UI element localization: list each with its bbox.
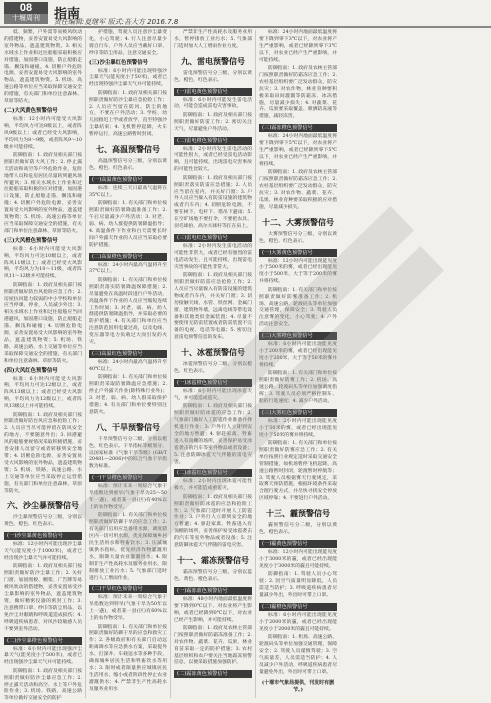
paragraph: 标准：连续三天日最高气温将在35℃以上。: [89, 185, 167, 198]
paragraph: 标准：预计未来一周综合气象干旱指数达到重旱(气象干旱为25～50年一遇)，或者某一县(区)有40%以上的农作物受旱。: [89, 484, 167, 510]
paragraph: 标准：24小时内最高气温将升至40℃以上。: [89, 359, 167, 372]
paragraph: 沙尘暴预警信号分三级，分别以黄色、橙色、红色表示。: [4, 515, 82, 528]
signal-heading: (一)霜冻蓝色预警信号: [174, 587, 252, 595]
signal-heading: (二)大雾橙色预警信号: [259, 332, 337, 340]
paragraph: 标准：2小时内发生雷电活动的可能性非常大，或者已经有强烈的雷电活动发生，且可能持续，出现雷电灾害事故的可能性非常大。: [174, 243, 252, 270]
signal-heading: (三)高温红色预警信号: [89, 350, 167, 358]
paragraph: 严禁非生产性高耗水及服务业用水，暂停排放工业污水；5. 气象部门适时加大人工增雨作业力度。: [174, 30, 252, 49]
paragraph: 霾预警信号分二级，分别以黄色、橙色表示。: [259, 523, 337, 536]
signal-heading: (二)冰雹红色预警信号: [174, 469, 252, 477]
paragraph: 低、频繁，户外需等易被风吹动的搭建物，妥善安置易受大风影响的室外物品，遮盖建筑物资。3. 相关水域水上作业和过往船舶采取积极应对措施，加固港口设施，防止船舶走锚、搁浅和碰撞。4. 切断户外危险电源，妥善安置易受大风影响的室外物品，遮盖建筑物资。5. 机场、高速公路等单位应当采取保障交通安全的措施，有关部门和单位注意森林、草原等防火。: [4, 30, 82, 105]
paragraph: 雷电预警信号分三级，分别以黄色、橙色、红色表示。: [174, 70, 252, 83]
signal-heading: (二)干旱红色预警信号: [89, 585, 167, 593]
paragraph: 标准：2小时内发生雷电活动的可能性很大，或者已经受雷电活动影响，且可能持续，出现雷电灾害事故的可能性比较大。: [174, 146, 252, 173]
paragraph: 防御指南：1. 有关部门和单位按照职责落实防暑降温保障措施；2. 尽量避免在高温时段进行户外活动，高温条件下作业的人员应当缩短连续工作时间；3. 对老、弱、病、幼人群提供防暑降温指导，并采取必要的防护措施；4. 有关部门和单位应当注意防范因用电量过高，以及电线、变压器等电力负载过大而引发的火灾。: [89, 277, 167, 346]
paragraph: 冰雹预警信号分二级，分别以橙色、红色表示。: [174, 362, 252, 375]
paragraph: 标准：48小时内地面最低温度将要下降到0℃以下，对农业将产生影响，或者已经降到0℃以下，对农业已经产生影响，并可能持续。: [174, 596, 252, 623]
signal-heading: (三)大雾红色预警信号: [259, 409, 337, 417]
paragraph: 标准：24小时内地面最低温度将要下降到零下3℃以下，对农业将产生严重影响，或者已经降到零下3℃以下，对农业已经产生严重影响，并可能持续。: [259, 30, 337, 63]
paragraph: 防御指南：1. 机场、高速公路、轮渡码头等单位加强交通管理，保障安全；2. 驾驶人员谨慎驾驶；3. 空气质量差，人员需适当防护；4. 人员减少户外活动，呼吸道疾病患者尽量避免外出，外出时可带上口罩。: [259, 635, 337, 675]
source-note: (十堰市气象局提供，刊发时有删节。): [261, 680, 335, 694]
subheading: (二)大风黄色预警信号: [4, 107, 58, 114]
section-heading: 十、冰雹预警信号: [181, 348, 245, 358]
paragraph: 标准：12小时内可能出现能见度小于3000米的霾，或者已经出现能见度小于3000米的霾且可能持续。: [259, 549, 337, 569]
paragraph: 防御指南：1. 政府及农林主管部门按照职责做好防霜冻准备工作；2. 对农作物、蔬菜、花卉、瓜果、林业育苗采取一定的防护措施；3. 农村基层组织和农户要关注当地霜冻预警信息，以便采取措施加强防护。: [174, 625, 252, 666]
article-column-2: [89, 30, 167, 698]
paragraph: 防御指南：1. 政府及相关部门按照职责做好防雷工作；2. 密切关注天气，尽量避免户外活动。: [174, 112, 252, 132]
column-divider: [170, 30, 171, 698]
section-heading: 六、沙尘暴预警信号: [7, 501, 79, 511]
page-header: [0, 0, 491, 26]
paragraph: 防御指南：1. 政府及相关部门按照职责落实防雷应急措施；2. 人员应当留在室内，并关好门窗；3. 户外人员应当躲入有防雷设施的建筑物或者汽车内；4. 切断危险电源，不要在树下、电杆下、塔吊下避雨；5. 在空旷场地不要打伞，不要把农具、羽毛球拍、高尔夫球杆等扛在肩上。: [174, 175, 252, 230]
paragraph: 标准：12小时内可能出现沙尘暴天气(能见度小于1000米)，或者已经出现沙尘暴天气并可能持续。: [4, 542, 82, 562]
section-heading: 十三、霾预警信号: [266, 509, 330, 519]
paragraph: 防御指南：1. 有关部门和单位按照职责做好防暑降温准备工作；2. 午后尽量减少户外活动；3. 对老、弱、病、幼人群提供防暑降温指导；4. 高温条件下作业和白天需要长时间户外露天作业的人员应当采取必要防护措施。: [89, 201, 167, 248]
signal-heading: (一)霾黄色预警信号: [259, 540, 337, 548]
paragraph: 防御指南：1. 政府及相关部门按照职责做好防雷应急抢险工作；2. 人员应当尽量躲入有防雷设施的建筑物或者汽车内，并关好门窗；3. 切勿接触天线、水管、铁丝网、金属门窗、建筑物外墙，远离电线等带电设备和其他类似金属装置；4. 尽量不要使用无防雷装置或者防雷装置不完备的电视、电话等电器；5. 密切注意雷电预警信息的发布。: [174, 273, 252, 341]
paragraph: 防御指南：1. 政府及相关部门按照职责做好防沙尘暴应急抢险工作；2. 人员应当留在防风、防尘的地方，不要在户外活动；3. 学校、幼儿园推迟上学或者放学，直至特强沙尘暴结束；4. 飞机暂停起降，火车暂停运行，高速公路暂时封闭。: [89, 90, 167, 138]
paragraph: 防御指南：1. 政府及相关部门按照职责做好防沙尘暴应急工作；2. 停止露天活动和高空、水上等户外危险作业；3. 机场、铁路、高速公路等单位做好交通安全的防护: [4, 668, 82, 702]
paragraph: 标准：6小时内可能发生雷电活动，可能会造成雷电灾害事故。: [174, 97, 252, 110]
paragraph: 标准：2小时内可能出现能见度小于50米的雾，或者已经出现能见度小于50米的雾并将持续。: [259, 418, 337, 438]
page-number: 08: [4, 2, 48, 14]
paragraph: 大雾预警信号分三级，分别以黄色、橙色、红色表示。: [259, 231, 337, 244]
signal-heading: (二)沙尘暴橙色预警信号: [4, 637, 82, 645]
paragraph: 防御指南：1. 政府及相关部门按照职责做好防台风抢险应急工作；2. 房屋抗风能力较弱的中小学校和单位应当停课、停业，人员减少外出；3. 相关水域水上作业和过往船舶应当回港避风，加固港口设施，防止船舶走锚、搁浅和碰撞；4. 切断危险电源，妥善安置易受大风影响的室外物品，遮盖建筑物资；5. 机场、铁路、高速公路、水上交通等单位应当采取保障交通安全的措施，有关部门和单位注意森林、草原等防火。: [4, 282, 82, 364]
paragraph: 防御指南：1. 有关部门和单位按照职责做好防雾应急工作；2. 有关单位按照行业规定适时采取交通安全管制措施，如机场暂停飞机起降，高速公路暂时封闭，轮渡暂时停航等；3. 驾驶人员根据雾天行驶规定，采取雾天预防措施，根据环境条件采取合理行驶方式，并尽快寻找安全停放区域停靠；4. 不要进行户外活动。: [259, 441, 337, 502]
section-heading: 九、雷电预警信号: [181, 56, 245, 66]
paragraph: 标准：12小时内可能受大风影响，平均风力可达8级以上，或者阵风9级以上；或者已经受大风影响，平均风力为8～9级，或者阵风9～10级并可能持续。: [4, 116, 82, 150]
editor-credits: 责任编辑:夏继军 版式:吾大方 2016.7.8: [54, 18, 179, 26]
article-column-1: [4, 30, 82, 702]
column-divider: [255, 30, 256, 698]
section-title: 指南: [54, 7, 81, 22]
signal-heading: (一)雷电黄色预警信号: [174, 88, 252, 96]
signal-heading: (一)高温黄色预警信号: [89, 176, 167, 184]
paragraph: 干旱预警信号分二级，分别以橙色、红色表示。干旱指标等级划分，以国家标准《气象干旱等级》(GB/T20481—2006)中的综合气象干旱指数为标准。: [89, 436, 167, 470]
paragraph: 防御指南：1. 政府及相关部门按照职责做好防沙尘暴工作；2. 关好门窗，加固围板、棚架、广告牌等易被风吹动的搭建物，妥善安置易受沙尘暴影响的室外物品，遮盖建筑物资，做好精密仪器的密封工作；3. 注意携带口罩、纱巾等防尘用品，以免沙尘对眼睛和呼吸道造成损伤；4. 呼吸道疾病患者、对风沙较敏感人员不要到室外活动。: [4, 564, 82, 632]
signal-heading: (一)冰雹橙色预警信号: [174, 379, 252, 387]
paragraph: 防御指南：1. 政府及相关部门按照职责做好防大风工作；2. 停止露天活动和高空等户外危险作业，危险地带人员和危房居民尽量转到避风场所避风；3. 相关水域水上作业和过往船舶采取积极的应对措施，加固港口设施，防止船舶走锚、搁浅和碰撞；4. 切断户外危险电源，妥善安置易受大风影响的室外物品，遮盖建筑物资；5. 机场、高速公路等单位应当采取保障交通安全的措施，有关部门和单位注意森林、草原等防火。: [4, 152, 82, 234]
paragraph: 防御指南：1. 政府及相关部门按照职责做好防台风应急和抢险工作；2. 人员应当尽可能停留在防风安全的地方，不要随意外出；3. 回港避风的船舶要视情况采取积极措施，妥善安排人员留守或者转移到安全地带；4. 切断危险电源，妥善安置易受大风影响的室外物品，遮盖建筑物资；5. 机场、铁路、高速公路、水上交通等单位应当采取停止运营措施，有关部门和单位注意森林、草原等防火。: [4, 412, 82, 494]
paragraph: 标准：2小时内出现冰雹可能性极大，并可能造成重雹灾。: [174, 479, 252, 492]
signal-heading: (二)高温橙色预警信号: [89, 253, 167, 261]
article-column-3: [174, 30, 252, 698]
paragraph: 标准：6小时内可能出现特强沙尘暴天气(能见度小于50米)，或者已经出现特强沙尘暴天气并可能持续。: [89, 68, 167, 88]
paragraph: 标准：24小时内最高气温将升至37℃以上。: [89, 262, 167, 275]
paragraph: 霜冻预警信号分三级，分别以蓝色、黄色、橙色表示。: [174, 569, 252, 582]
paragraph: 标准：预计未来一周综合气象干旱指数达到特旱(气象干旱为50年以上一遇)，或者某一县(区)有60%以上的农作物受旱。: [89, 595, 167, 622]
paragraph: 防御指南：1. 政府及农林主管部门按照职责做好防霜冻应急工作；2. 农村基层组织要广泛发动群众，防灾抗灾；3. 对农作物、林业育种要积极采取田间灌溉等防霜冻、冰冻措施，尽量减少损失；4. 对蔬菜、花卉、瓜果要采取覆盖、喷洒防冻液等措施，减轻冻害。: [259, 66, 337, 120]
subheading: (三)大风橙色预警信号: [4, 237, 58, 244]
paragraph: 防御指南：1. 有关部门和单位按照职责做好防御干旱的应急和救灾工作；2. 各级政府和有关部门启动远距离调水等应急供水方案，采取提外水、打深井、车载送水等多种手段，确保城乡居民生活和牲畜饮水等用水；3. 限时或者限量供应城镇居民生活用水，缩小或者阶段性停止农业灌溉供水；4. 严禁非生产性高耗水及服务业用水: [89, 624, 167, 692]
paragraph: 标准：6小时内可能出现能见度小于2000米的霾，或者已经出现能见度小于2000米的霾且可能持续。: [259, 612, 337, 632]
subheading: (三)沙尘暴红色预警信号: [89, 59, 149, 66]
signal-heading: (三)霜冻橙色预警信号: [259, 124, 337, 132]
paragraph: 防御指南：1. 有关部门和单位按照职责做好防雾工作；2. 机场、高速公路、轮渡码头等单位加强调度指挥；3. 驾驶人员必须严格控制车、船的行进速度；4. 减少户外活动。: [259, 371, 337, 404]
paragraph: 标准：24小时内地面最低温度将要下降到零下5℃以下，对农业将产生严重影响，或者已经降到零下5℃以下，对农业已经产生严重影响，并将持续。: [259, 134, 337, 167]
paragraph: 标准：6小时内可能出现强沙尘暴天气(能见度小于500米)，或者已经出现强沙尘暴天气并可能持续。: [4, 646, 82, 666]
signal-heading: (一)沙尘暴黄色预警信号: [4, 532, 82, 540]
paragraph: 防御指南：1. 有关部门和单位按照职责做好防雾准备工作；2. 机场、高速公路、轮渡码头等单位加强交通管理，保障安全；3. 驾驶人员注意雾的变化，小心驾驶；4. 户外活动注意安全。: [259, 287, 337, 328]
signal-heading: (二)雷电橙色预警信号: [174, 137, 252, 145]
column-divider: [85, 30, 86, 698]
paragraph: 标准：6小时内可能受大风影响，平均风力可达10级以上，或者阵风11级以上；或者已经受大风影响，平均风力为10～11级，或者阵风11～12级并可能持续。: [4, 246, 82, 280]
paragraph: 防御指南：1. 政府及相关部门按照职责做好防冰雹的应急和抢险工作；2. 气象部门适时开展人工防雹作业；3. 户外行人立即到安全的地方暂避；4. 驱赶家禽、牲畜进入有顶棚的场所，妥善保护易受冰雹袭击的汽车等室外物品或者设备；5. 注意防御冰雹天气伴随的雷电灾害。: [174, 494, 252, 549]
paragraph: 高温预警信号分三级，分别以黄色、橙色、红色表示。: [89, 159, 167, 171]
signal-heading: (二)霾橙色预警信号: [259, 603, 337, 611]
paragraph: 防御指南：1. 驾驶人员小心驾驶；2. 因空气质量明显降低，人员需适当防护；3. 呼吸道疾病患者尽量减少外出，外出时可带上口罩。: [259, 572, 337, 598]
paragraph: 标准：6小时内可能出现冰雹天气，并可能造成雹灾。: [174, 388, 252, 401]
paragraph: 防御指南：1. 政府及农林主管部门按照职责做好防霜冻应急工作；2. 农村基层组织要广泛发动群众，防灾抗灾；3. 对农作物、蔬菜、花卉、瓜果、林业育种要采取积极的应对措施，尽量减少损失。: [259, 170, 337, 210]
section-heading: 十一、霜冻预警信号: [177, 555, 249, 565]
signal-heading: (三)雷电红色预警信号: [174, 234, 252, 242]
section-heading: 十二、大雾预警信号: [262, 217, 334, 227]
subheading: (四)大风红色预警信号: [4, 367, 58, 374]
paper-name: 十堰周刊: [4, 14, 48, 24]
signal-heading: (二)霜冻黄色预警信号: [174, 670, 252, 678]
section-heading: 七、高温预警信号: [96, 145, 160, 155]
signal-heading: (一)干旱橙色预警信号: [89, 474, 167, 482]
paragraph: 防御指南：1. 政府及相关部门按照职责做好防冰雹的应急工作；2. 气象部门做好人工防雹作业准备并择机进行作业；3. 户外行人立即到安全的地方暂避；4. 驱赶家禽、牲畜进入有顶棚的场所，妥善保护易受冰雹袭击的汽车等室外物品或者设备；5. 注意防御冰雹天气伴随的雷电灾害。: [174, 404, 252, 465]
section-heading: 八、干旱预警信号: [96, 422, 160, 432]
paragraph: 标准：12小时内可能出现能见度小于500米的雾，或者已经出现能见度小于500米、大于等于200米的雾并将持续。: [259, 258, 337, 285]
paragraph: 防御指南：1. 有关部门和单位按照职责做好防御干旱的应急工作；2. 有关部门启用应急备用水源，调度辖区内一切可用水源，优先保障城乡居民生活用水和牲畜饮水；3. 压减城镇供水指标，优先经济作物灌溉用水，限制大量农业灌溉用水；4. 限制非生产性高耗水及服务业用水，限制排放工业污水；5. 气象部门适时进行人工增雨作业。: [89, 513, 167, 581]
paragraph: 护措施，驾驶人员注意沙尘暴变化，小心驾驶；4. 行人注意尽量少骑自行车，户外人员应当戴好口罩、纱巾等防尘用品，注意交通安全。: [89, 30, 167, 56]
paragraph: 标准：6小时内可能受大风影响，平均风力可达12级以上，或者阵风13级以上；或者已经受大风影响，平均风力为12级以上，或者阵风13级以上并可能持续。: [4, 376, 82, 410]
header-rule: [0, 26, 491, 28]
signal-heading: (一)大雾黄色预警信号: [259, 249, 337, 257]
paragraph: 标准：6小时内可能出现能见度小于200米的雾，或者已经出现能见度小于200米、大于等于50米的雾并将持续。: [259, 342, 337, 368]
article-column-4: [259, 30, 337, 698]
paragraph: 防御指南：1. 有关部门和单位按照职责采取防暑降温应急措施；2. 停止户外露天作业(除特殊行业外)；3. 对老、弱、病、幼人群采取保护措施；4. 有关部门和单位要特别注意防火。: [89, 375, 167, 415]
